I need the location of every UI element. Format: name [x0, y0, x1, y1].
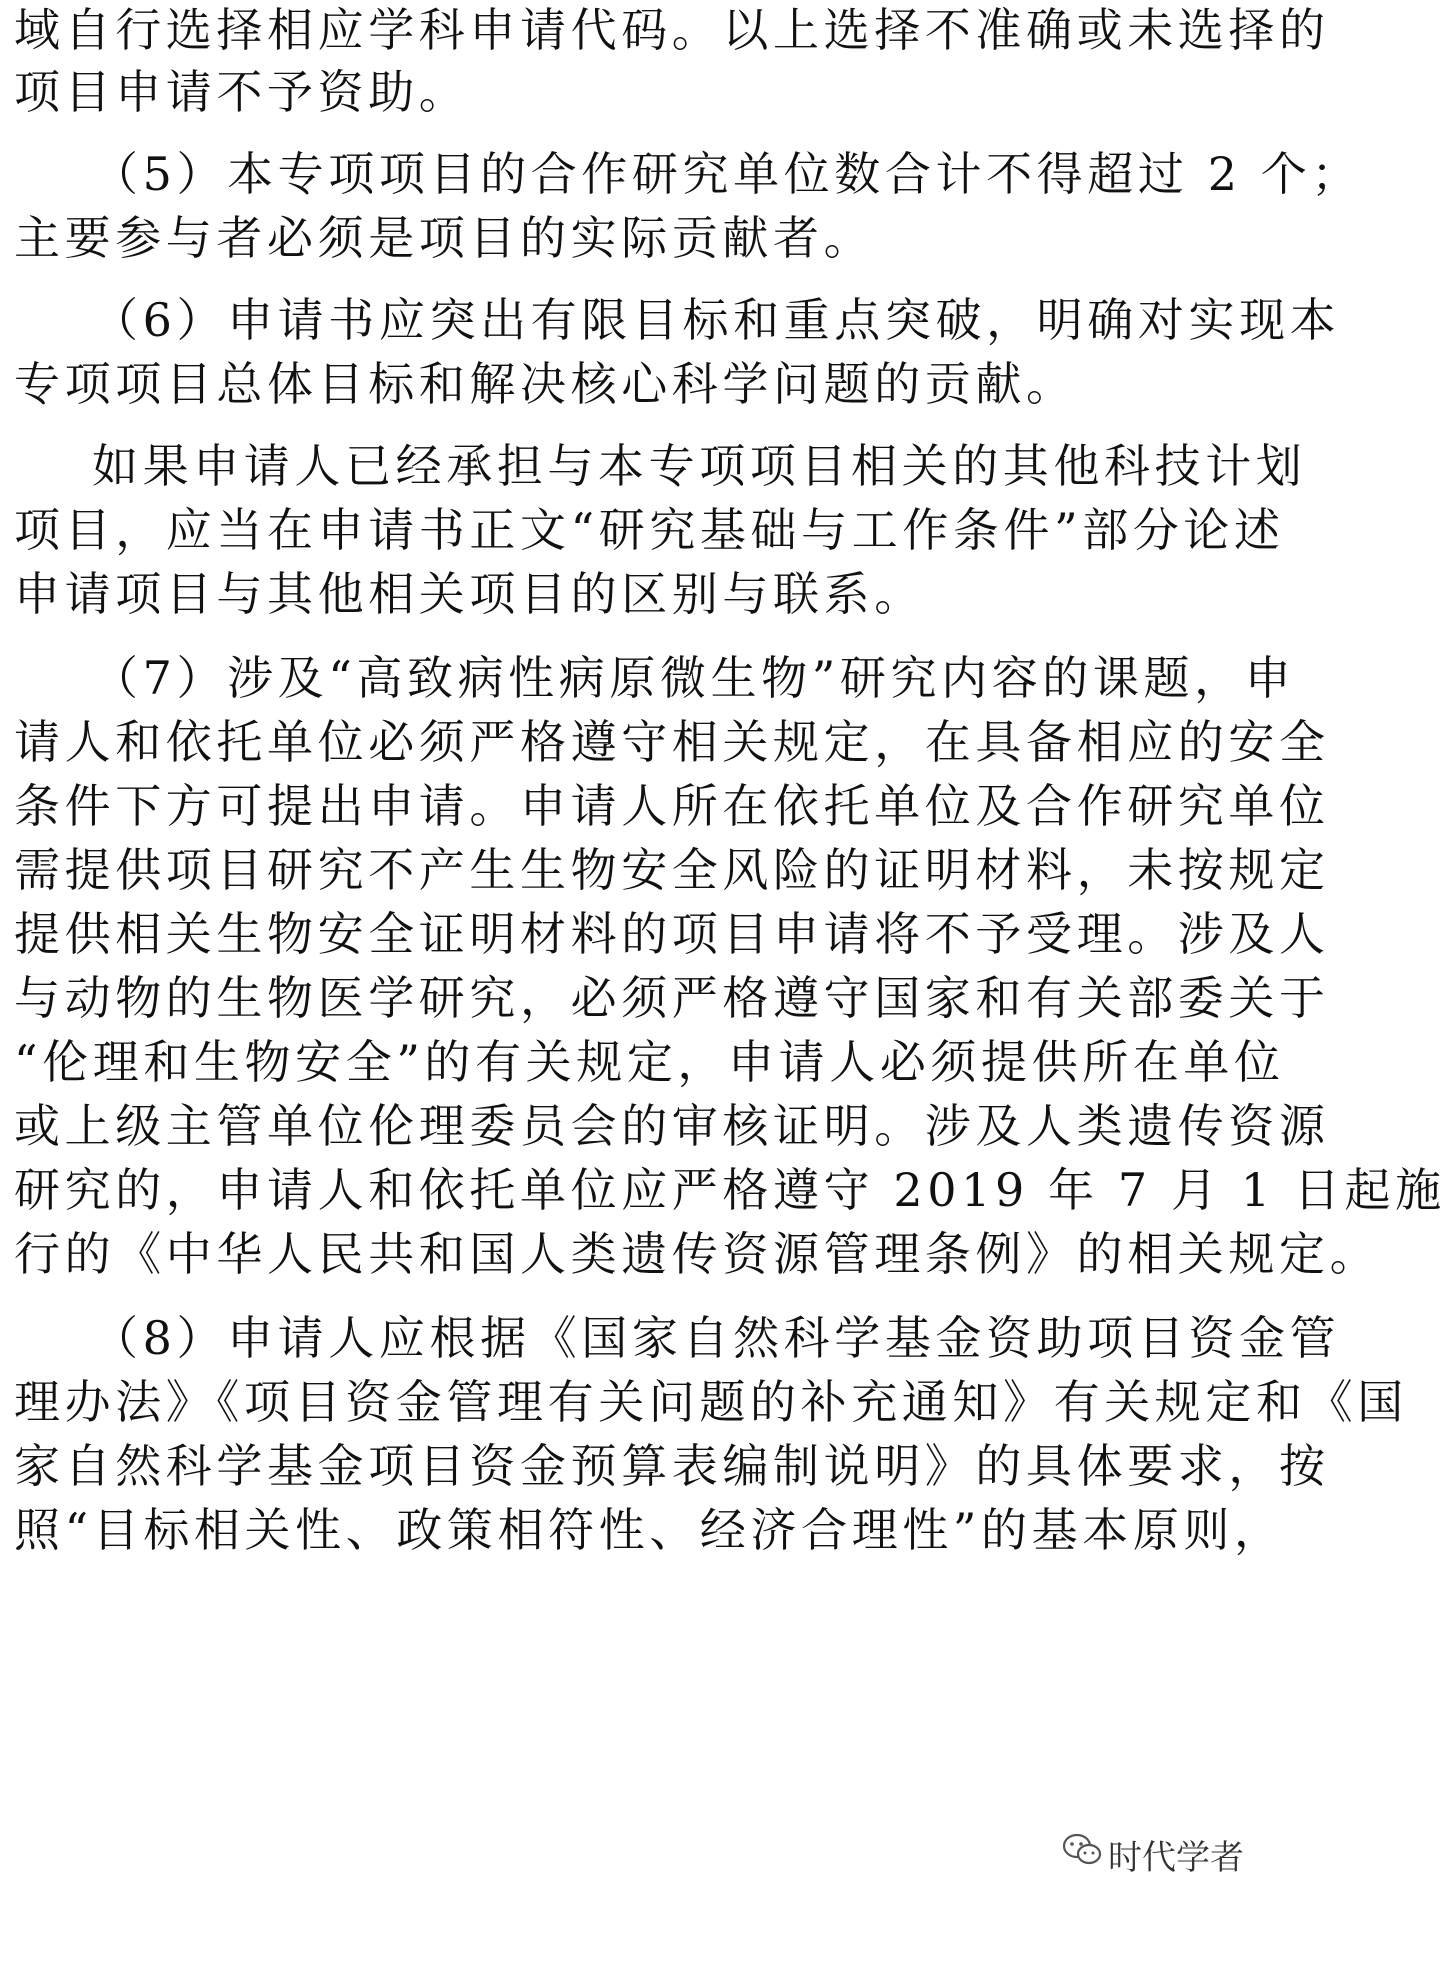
text-line: 提供相关生物安全证明材料的项目申请将不予受理。涉及人	[14, 907, 1330, 961]
text-line: （8）申请人应根据《国家自然科学基金资助项目资金管	[92, 1311, 1341, 1365]
text-line: 申请项目与其他相关项目的区别与联系。	[14, 567, 925, 621]
watermark-label: 时代学者	[1108, 1837, 1244, 1878]
text-line: 家自然科学基金项目资金预算表编制说明》的具体要求，按	[14, 1439, 1330, 1493]
text-line: 如果申请人已经承担与本专项项目相关的其他科技计划	[92, 439, 1307, 493]
text-line: 与动物的生物医学研究，必须严格遵守国家和有关部委关于	[14, 971, 1330, 1025]
text-line: 理办法》《项目资金管理有关问题的补充通知》有关规定和《国	[14, 1375, 1408, 1429]
text-line: 研究的，申请人和依托单位应严格遵守 2019 年 7 月 1 日起施	[14, 1163, 1446, 1217]
text-line: （5）本专项项目的合作研究单位数合计不得超过 2 个；	[92, 147, 1362, 201]
text-line: 域自行选择相应学科申请代码。以上选择不准确或未选择的	[14, 3, 1330, 57]
text-line: 项目，应当在申请书正文“研究基础与工作条件”部分论述	[14, 503, 1285, 557]
text-line: 条件下方可提出申请。申请人所在依托单位及合作研究单位	[14, 779, 1330, 833]
text-line: 或上级主管单位伦理委员会的审核证明。涉及人类遗传资源	[14, 1099, 1330, 1153]
wechat-icon	[1062, 1832, 1102, 1877]
text-line: 照“目标相关性、政策相符性、经济合理性”的基本原则，	[14, 1503, 1285, 1557]
text-line: 主要参与者必须是项目的实际贡献者。	[14, 211, 875, 265]
wechat-watermark	[1056, 1832, 1250, 1876]
text-line: （7）涉及“高致病性病原微生物”研究内容的课题，申	[92, 651, 1296, 705]
text-line: 行的《中华人民共和国人类遗传资源管理条例》的相关规定。	[14, 1227, 1381, 1281]
text-line: “伦理和生物安全”的有关规定，申请人必须提供所在单位	[14, 1035, 1285, 1089]
text-line: 请人和依托单位必须严格遵守相关规定，在具备相应的安全	[14, 715, 1330, 769]
text-line: 专项项目总体目标和解决核心科学问题的贡献。	[14, 357, 1077, 411]
text-line: （6）申请书应突出有限目标和重点突破，明确对实现本	[92, 293, 1341, 347]
text-line: 需提供项目研究不产生生物安全风险的证明材料，未按规定	[14, 843, 1330, 897]
text-line: 项目申请不予资助。	[14, 65, 470, 119]
